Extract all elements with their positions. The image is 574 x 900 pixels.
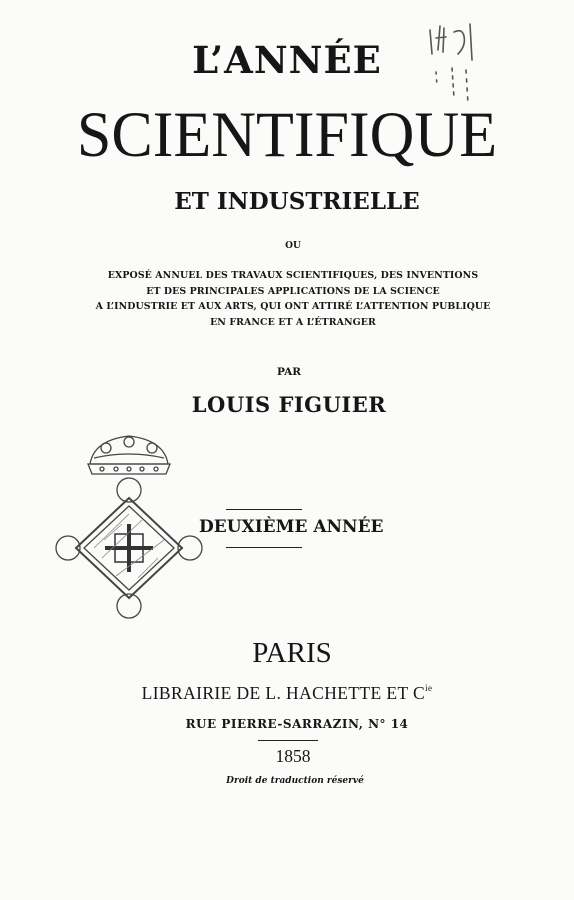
publication-year: 1858	[275, 746, 311, 766]
publisher-name: LIBRAIRIE DE L. HACHETTE ET C	[141, 683, 426, 703]
edition: DEUXIÈME ANNÉE	[199, 517, 384, 537]
description-line: EN FRANCE ET A L’ÉTRANGER	[210, 316, 376, 328]
title-line-2: SCIENTIFIQUE	[76, 99, 498, 171]
edition-rule-bottom	[226, 547, 302, 548]
title-line-3: ET INDUSTRIELLE	[174, 188, 420, 215]
publisher	[0, 683, 574, 704]
imprint-rule	[258, 740, 318, 741]
rights-notice: Droit de traduction réservé	[226, 776, 364, 786]
publisher-address: RUE PIERRE-SARRAZIN, N° 14	[185, 717, 409, 731]
description-line: ET DES PRINCIPALES APPLICATIONS DE LA SCIENCE	[146, 285, 440, 297]
library-stamp-icon	[54, 428, 204, 623]
description	[6, 268, 574, 330]
conjunction: OU	[285, 241, 301, 251]
edition-rule-top	[226, 509, 302, 510]
publisher-suffix: ie	[425, 683, 433, 693]
description-line: EXPOSÉ ANNUEL DES TRAVAUX SCIENTIFIQUES, DES INVENTIONS	[107, 270, 479, 281]
publication-city: PARIS	[252, 637, 332, 669]
author-name: LOUIS FIGUIER	[191, 392, 387, 417]
description-line: A L’INDUSTRIE ET AUX ARTS, QUI ONT ATTIRÉ L’ATTENTION PUBLIQUE	[95, 301, 491, 312]
by-label: PAR	[276, 366, 301, 378]
title-line-1: L’ANNÉE	[192, 38, 382, 82]
